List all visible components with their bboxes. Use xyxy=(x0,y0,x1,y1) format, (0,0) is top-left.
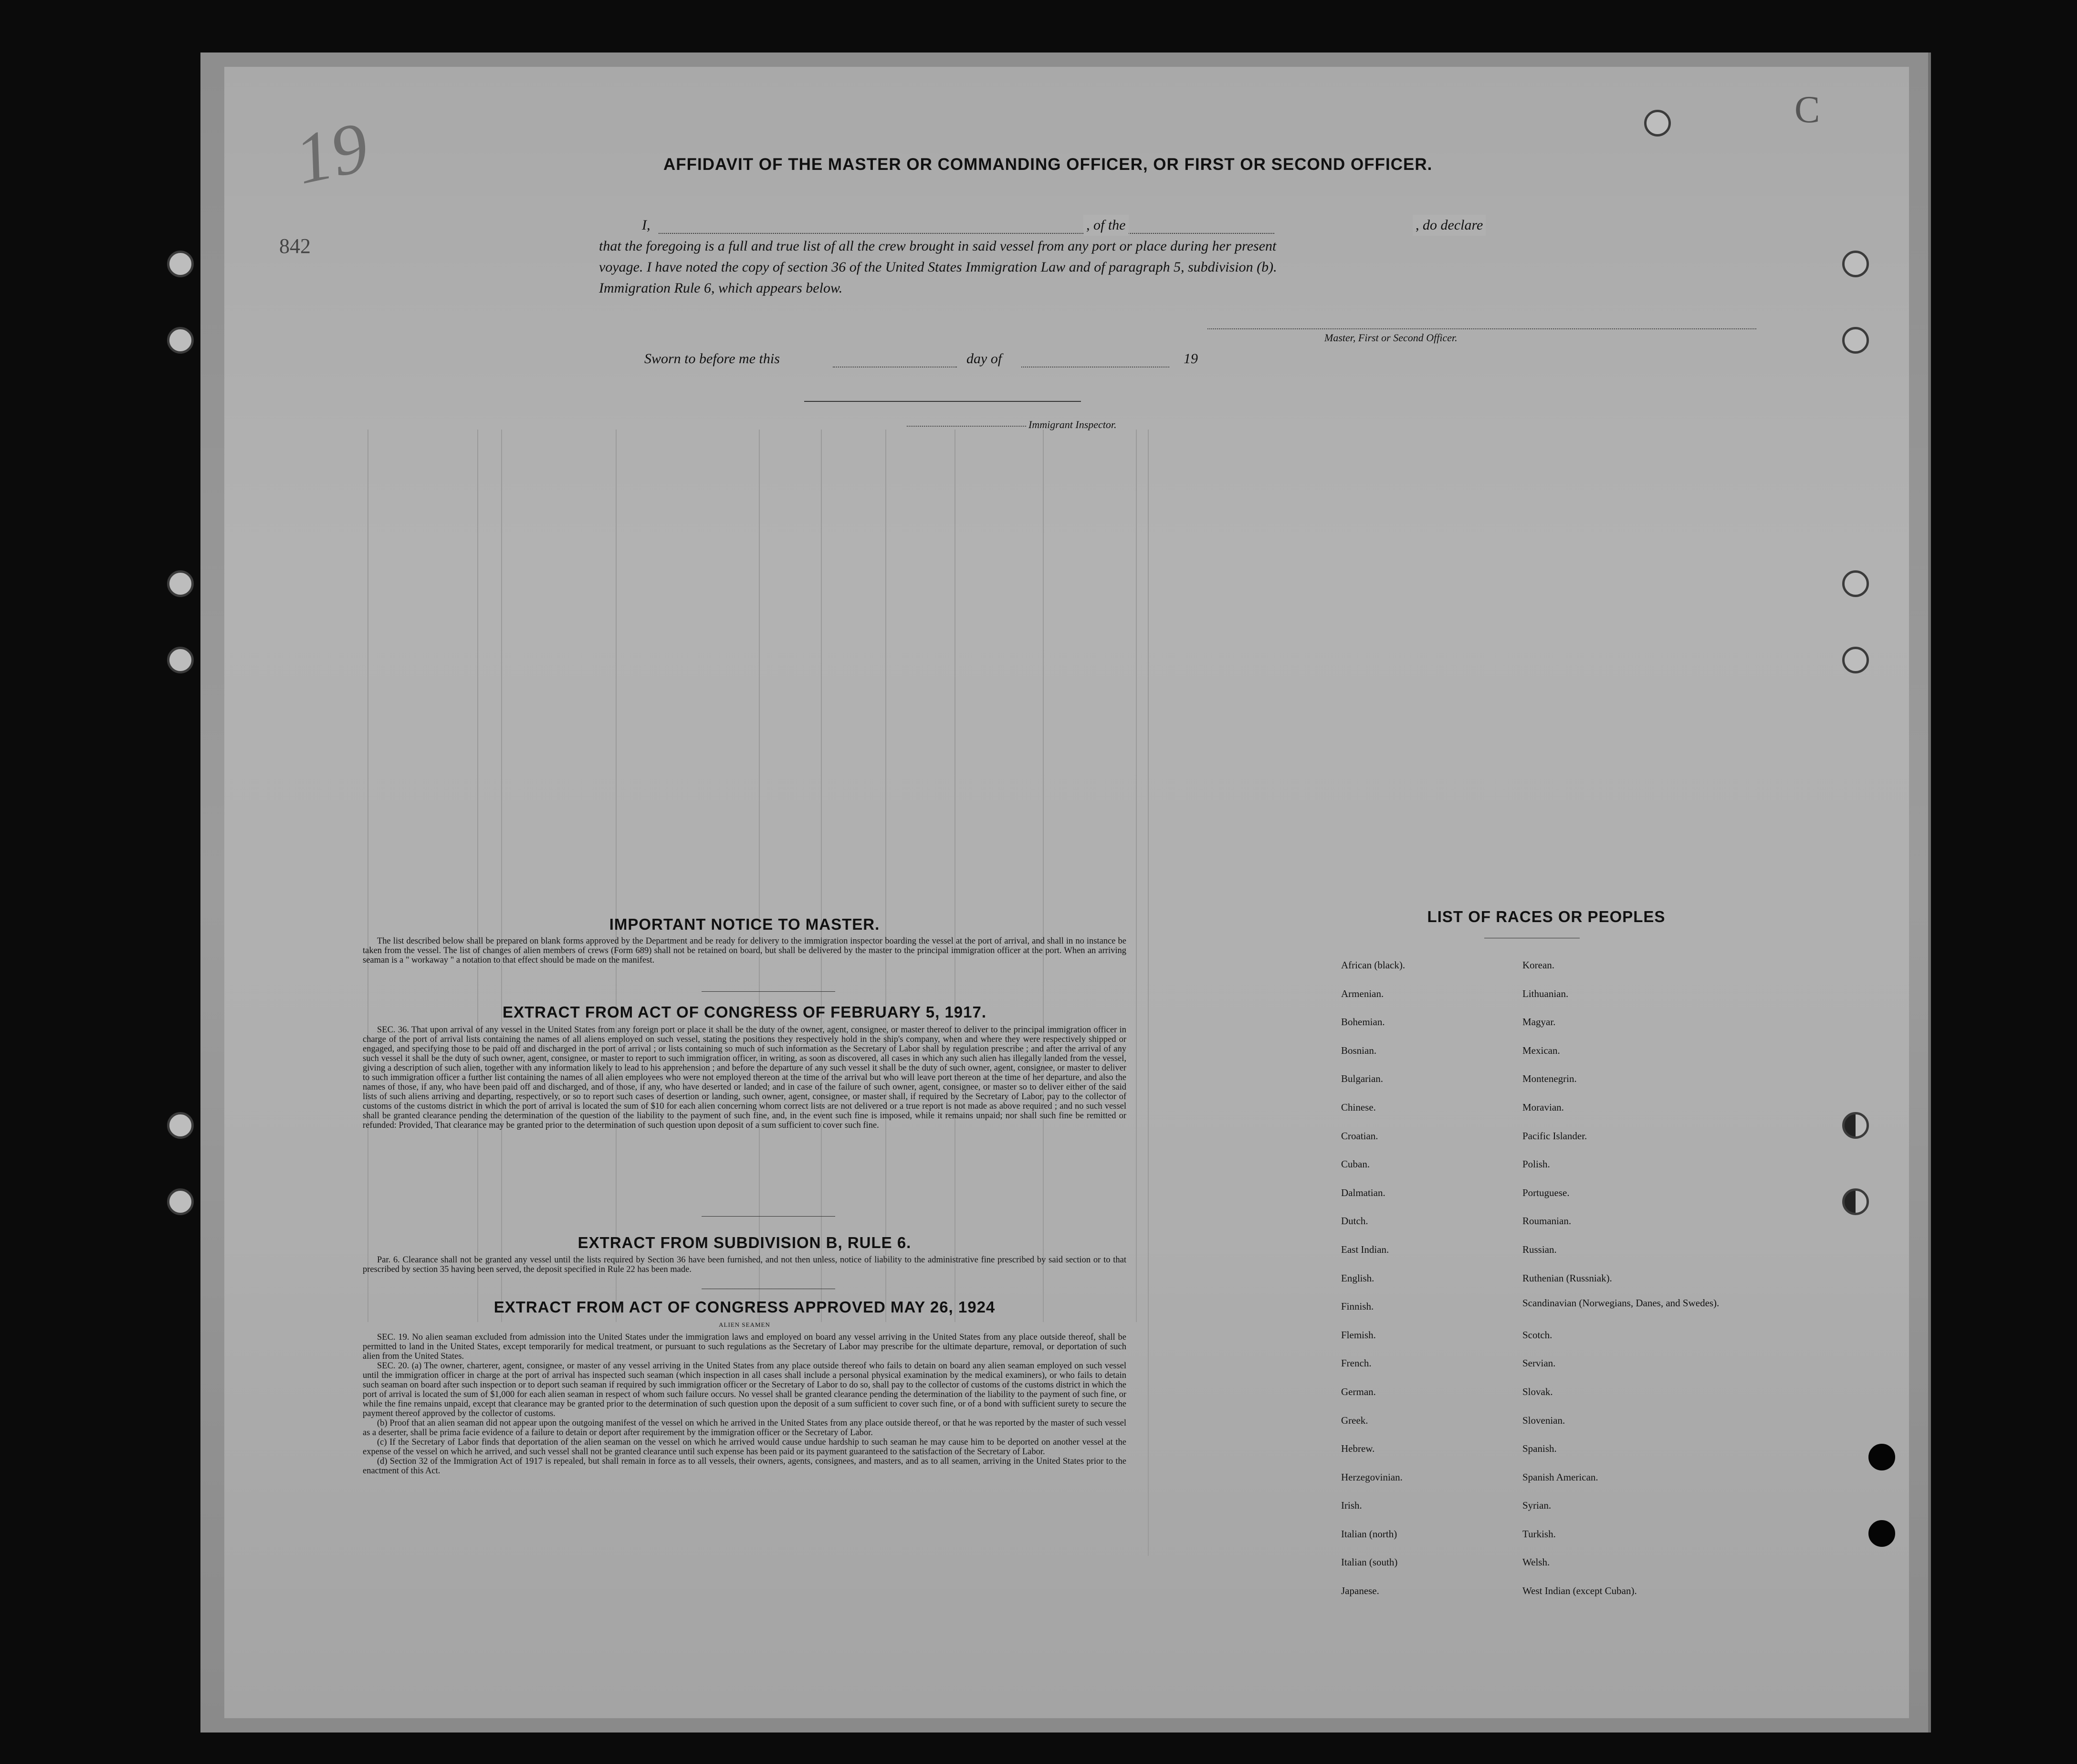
race-item: Croatian. xyxy=(1341,1130,1378,1142)
notice-text xyxy=(363,936,1126,965)
race-item: Herzegovinian. xyxy=(1341,1471,1403,1483)
sec-20b-paragraph: (b) Proof that an alien seaman did not appear upon the outgoing manifest of the vessel on which he arrived in the United States from any place outside thereof, or that he was reported by the master of such vessel as a deserter, shall be prima facie evidence of a failure to detain or deport after requirement by the immigration officer or the Secretary of Labor. xyxy=(363,1418,1126,1438)
margin-small-mark: 842 xyxy=(279,234,311,258)
document-page xyxy=(224,67,1909,1718)
section-divider xyxy=(702,1216,835,1217)
race-item: Italian (south) xyxy=(1341,1556,1398,1568)
race-item: Flemish. xyxy=(1341,1329,1376,1341)
race-item: Italian (north) xyxy=(1341,1528,1397,1540)
binder-hole xyxy=(1868,1444,1895,1470)
inspector-rule xyxy=(804,401,1081,402)
margin-letter: C xyxy=(1794,89,1820,131)
extract-1924-title: EXTRACT FROM ACT OF CONGRESS APPROVED MAY 26, 1924 xyxy=(493,1298,996,1316)
declare-do-declare: , do declare xyxy=(1413,215,1486,236)
sworn-day-of: day of xyxy=(966,351,1002,367)
section-divider xyxy=(702,991,835,992)
extract-1917-title: EXTRACT FROM ACT OF CONGRESS OF FEBRUARY 5, 1917. xyxy=(502,1003,987,1021)
declare-i: I, xyxy=(642,217,650,233)
race-item: Finnish. xyxy=(1341,1301,1374,1312)
binder-hole xyxy=(1842,570,1869,597)
race-item: English. xyxy=(1341,1272,1374,1284)
race-item: Chinese. xyxy=(1341,1101,1376,1113)
race-item: East Indian. xyxy=(1341,1243,1389,1255)
grid-line xyxy=(501,430,502,1322)
race-item: Dutch. xyxy=(1341,1215,1368,1227)
race-item: Magyar. xyxy=(1522,1016,1556,1028)
declaration-line-3: voyage. I have noted the copy of section 36 of the United States Immigration Law and of paragraph 5, subdivision (b). xyxy=(599,259,1277,275)
race-item: Welsh. xyxy=(1522,1556,1550,1568)
master-caption: Master, First or Second Officer. xyxy=(1324,332,1458,344)
affidavit-title: AFFIDAVIT OF THE MASTER OR COMMANDING OFFICER, OR FIRST OR SECOND OFFICER. xyxy=(663,155,1433,174)
race-item: Ruthenian (Russniak). xyxy=(1522,1272,1612,1284)
rule6-text xyxy=(363,1255,1126,1274)
race-item: Turkish. xyxy=(1522,1528,1556,1540)
sec-20a-paragraph: SEC. 20. (a) The owner, charterer, agent, consignee, or master of any vessel arriving in the United States from any place outside thereof who fails to detain on board any alien seaman employed on such vessel until the immigration officer in charge at the port of arrival has inspected such seaman (which inspection in all cases shall include a personal physical examination by the medical examiners), or who fails to detain such seaman on board after such inspection or to deport such seaman if required by such immigration officer or the Secretary of Labor to do so, shall pay to the collector of customs of the customs district in which the port of arrival is located the sum of $1,000 for each alien seaman in respect of whom such failure occurs. No vessel shall be granted clearance pending the determination of the liability to the payment of such fine, or while the fine remains unpaid, except that clearance may be granted prior to the determination of such question upon the deposit of a sum sufficient to cover such fine, or of a bond with sufficient surety to secure the payment thereof approved by the collector of customs. xyxy=(363,1361,1126,1418)
inspector-signature-line xyxy=(907,426,1026,427)
grid-line xyxy=(1148,430,1149,1556)
race-item: Scotch. xyxy=(1522,1329,1553,1341)
notice-title: IMPORTANT NOTICE TO MASTER. xyxy=(609,915,880,933)
race-item: African (black). xyxy=(1341,959,1406,971)
sec-20d-paragraph: (d) Section 32 of the Immigration Act of 1917 is repealed, but shall remain in force as to all vessels, their owners, agents, consignees, and masters, and as to all seamen, arriving in the United States prior to the enactment of this Act. xyxy=(363,1457,1126,1476)
grid-line xyxy=(367,430,368,1322)
race-item: Portuguese. xyxy=(1522,1186,1570,1198)
binder-hole xyxy=(167,1188,194,1215)
race-item: German. xyxy=(1341,1386,1376,1397)
extract-1924-text xyxy=(363,1333,1126,1476)
race-item: West Indian (except Cuban). xyxy=(1522,1585,1637,1597)
races-title: LIST OF RACES OR PEOPLES xyxy=(1427,908,1666,925)
declaration-line-2: that the foregoing is a full and true list of all the crew brought in said vessel from any port or place during her present xyxy=(599,238,1277,254)
extract-1917-text xyxy=(363,1025,1126,1130)
binder-hole xyxy=(1842,647,1869,673)
race-item: Dalmatian. xyxy=(1341,1186,1385,1198)
sworn-prefix: Sworn to before me this xyxy=(644,351,780,367)
race-item: Bulgarian. xyxy=(1341,1073,1384,1085)
races-right-column xyxy=(1522,951,1723,1606)
race-item: Mexican. xyxy=(1522,1044,1560,1056)
race-item: Polish. xyxy=(1522,1158,1550,1170)
sec-20c-paragraph: (c) If the Secretary of Labor finds that deportation of the alien seaman on the vessel on which he arrived would cause undue hardship to such seaman he may cause him to be deported on another vessel at the expense of the vessel on which he arrived, and such vessel shall not be granted clearance until such expense has been paid or its payment guaranteed to the satisfaction of the Secretary of Labor. xyxy=(363,1438,1126,1457)
race-item: Korean. xyxy=(1522,959,1555,971)
race-item: Slovak. xyxy=(1522,1386,1553,1397)
rule6-paragraph: Par. 6. Clearance shall not be granted any vessel until the lists required by Section 36 have been furnished, and not then unless, notice of liability to the administrative fine prescribed by said section or to that prescribed by section 35 having been served, the deposit specified in Rule 22 has been made. xyxy=(363,1255,1126,1274)
master-signature-line xyxy=(1207,328,1756,329)
margin-number: 19 xyxy=(288,107,375,200)
grid-line xyxy=(1136,430,1137,1322)
rule6-title: EXTRACT FROM SUBDIVISION B, RULE 6. xyxy=(577,1234,912,1251)
sec-19-paragraph: SEC. 19. No alien seaman excluded from admission into the United States under the immigration laws and employed on board any vessel arriving in the United States from any place outside thereof, shall be permitted to land in the United States, except temporarily for medical treatment, or pursuant to such regulations as the Secretary of Labor may prescribe for the ultimate departure, removal, or deportation of such alien from the United States. xyxy=(363,1333,1126,1361)
binder-hole xyxy=(1644,110,1671,136)
alien-seamen-subtitle: ALIEN SEAMEN xyxy=(719,1321,770,1328)
race-item: Spanish. xyxy=(1522,1443,1557,1455)
grid-line xyxy=(885,430,886,1322)
sworn-year: 19 xyxy=(1184,351,1198,367)
binder-hole xyxy=(167,327,194,354)
binder-hole xyxy=(167,570,194,597)
race-item: Japanese. xyxy=(1341,1585,1379,1597)
race-item: Montenegrin. xyxy=(1522,1073,1577,1085)
race-item: Syrian. xyxy=(1522,1500,1552,1512)
race-item: Bohemian. xyxy=(1341,1016,1385,1028)
grid-line xyxy=(616,430,617,1322)
binder-hole xyxy=(1842,251,1869,277)
binder-hole xyxy=(167,251,194,277)
binder-hole xyxy=(1842,1112,1869,1139)
grid-line xyxy=(1043,430,1044,1322)
declaration-line-4: Immigration Rule 6, which appears below. xyxy=(599,280,843,296)
grid-line xyxy=(759,430,760,1322)
sworn-month-line xyxy=(1021,367,1169,368)
extract-1917-paragraph: SEC. 36. That upon arrival of any vessel in the United States from any foreign port or place it shall be the duty of the owner, agent, consignee, or master thereof to deliver to the principal immigration officer in charge of the port of arrival lists containing the names of all aliens employed on such vessel, stating the positions they respectively hold in the ship's company, when and where they were respectively shipped or engaged, and specifying those to be paid off and discharged in the port of arrival ; or lists containing so much of such information as the Secretary of Labor shall by regulation prescribe ; and after the arrival of any such vessel it shall be the duty of such owner, agent, consignee, or master to report to such immigration officer, in writing, as soon as discovered, all cases in which any such alien has illegally landed from the vessel, giving a description of such alien, together with any information likely to lead to his apprehension ; and before the departure of any such vessel it shall be the duty of such owner, agent, consignee, or master to deliver to such immigration officer a further list containing the names of all alien employees who were not employed thereon at the time of the arrival but who will leave port thereon at the time of her departure, and also the names of those, if any, who have been paid off and discharged, and of those, if any, who have deserted or landed; and in case of the failure of such owner, agent, consignee, or master so to deliver either of the said lists of such aliens arriving and departing, respectively, or so to report such cases of desertion or landing, such owner, agent, consignee, or master shall, if required by the Secretary of Labor, pay to the collector of customs of the customs district in which the port of arrival is located the sum of $10 for each alien concerning whom correct lists are not delivered or a true report is not made as above required ; and no such vessel shall be granted clearance pending the determination of the question of the liability to the payment of such fine, and, in the event such fine is imposed, while it remains unpaid; nor shall such fine be remitted or refunded: Provided, That clearance may be granted prior to the determination of such question upon deposit of a sum sufficient to cover such fine. xyxy=(363,1025,1126,1130)
race-item: Spanish American. xyxy=(1522,1471,1598,1483)
race-item: Moravian. xyxy=(1522,1101,1564,1113)
races-left-column xyxy=(1341,951,1513,1606)
binder-hole xyxy=(1842,327,1869,354)
grid-line xyxy=(477,430,478,1322)
race-item: Cuban. xyxy=(1341,1158,1370,1170)
notice-paragraph: The list described below shall be prepared on blank forms approved by the Department and be ready for delivery to the immigration inspector boarding the vessel at the port of arrival, and shall in no instance be taken from the vessel. The list of changes of alien members of crews (Form 689) shall not be retained on board, but shall be delivered by the master to the principal immigration officer at the port. When an arriving seaman is a " workaway " a notation to that effect should be made on the manifest. xyxy=(363,936,1126,965)
race-item: Roumanian. xyxy=(1522,1215,1572,1227)
binder-hole xyxy=(167,647,194,673)
binder-hole xyxy=(1842,1188,1869,1215)
race-item: Servian. xyxy=(1522,1357,1556,1369)
grid-line xyxy=(821,430,822,1322)
race-item: Pacific Islander. xyxy=(1522,1130,1587,1142)
binder-hole xyxy=(167,1112,194,1139)
race-item: Slovenian. xyxy=(1522,1414,1565,1426)
race-item: Hebrew. xyxy=(1341,1443,1375,1455)
inspector-caption: Immigrant Inspector. xyxy=(1028,419,1117,430)
race-item: Lithuanian. xyxy=(1522,987,1569,999)
sworn-day-line xyxy=(833,367,957,368)
race-item: French. xyxy=(1341,1357,1372,1369)
binder-hole xyxy=(1868,1520,1895,1547)
race-item: Bosnian. xyxy=(1341,1044,1377,1056)
race-item: Greek. xyxy=(1341,1414,1368,1426)
race-item: Armenian. xyxy=(1341,987,1384,999)
race-item: Irish. xyxy=(1341,1500,1362,1512)
name-line xyxy=(659,233,1274,234)
declare-of-the: , of the xyxy=(1083,215,1129,236)
race-item: Scandinavian (Norwegians, Danes, and Swedes). xyxy=(1522,1297,1720,1309)
race-item: Russian. xyxy=(1522,1243,1557,1255)
